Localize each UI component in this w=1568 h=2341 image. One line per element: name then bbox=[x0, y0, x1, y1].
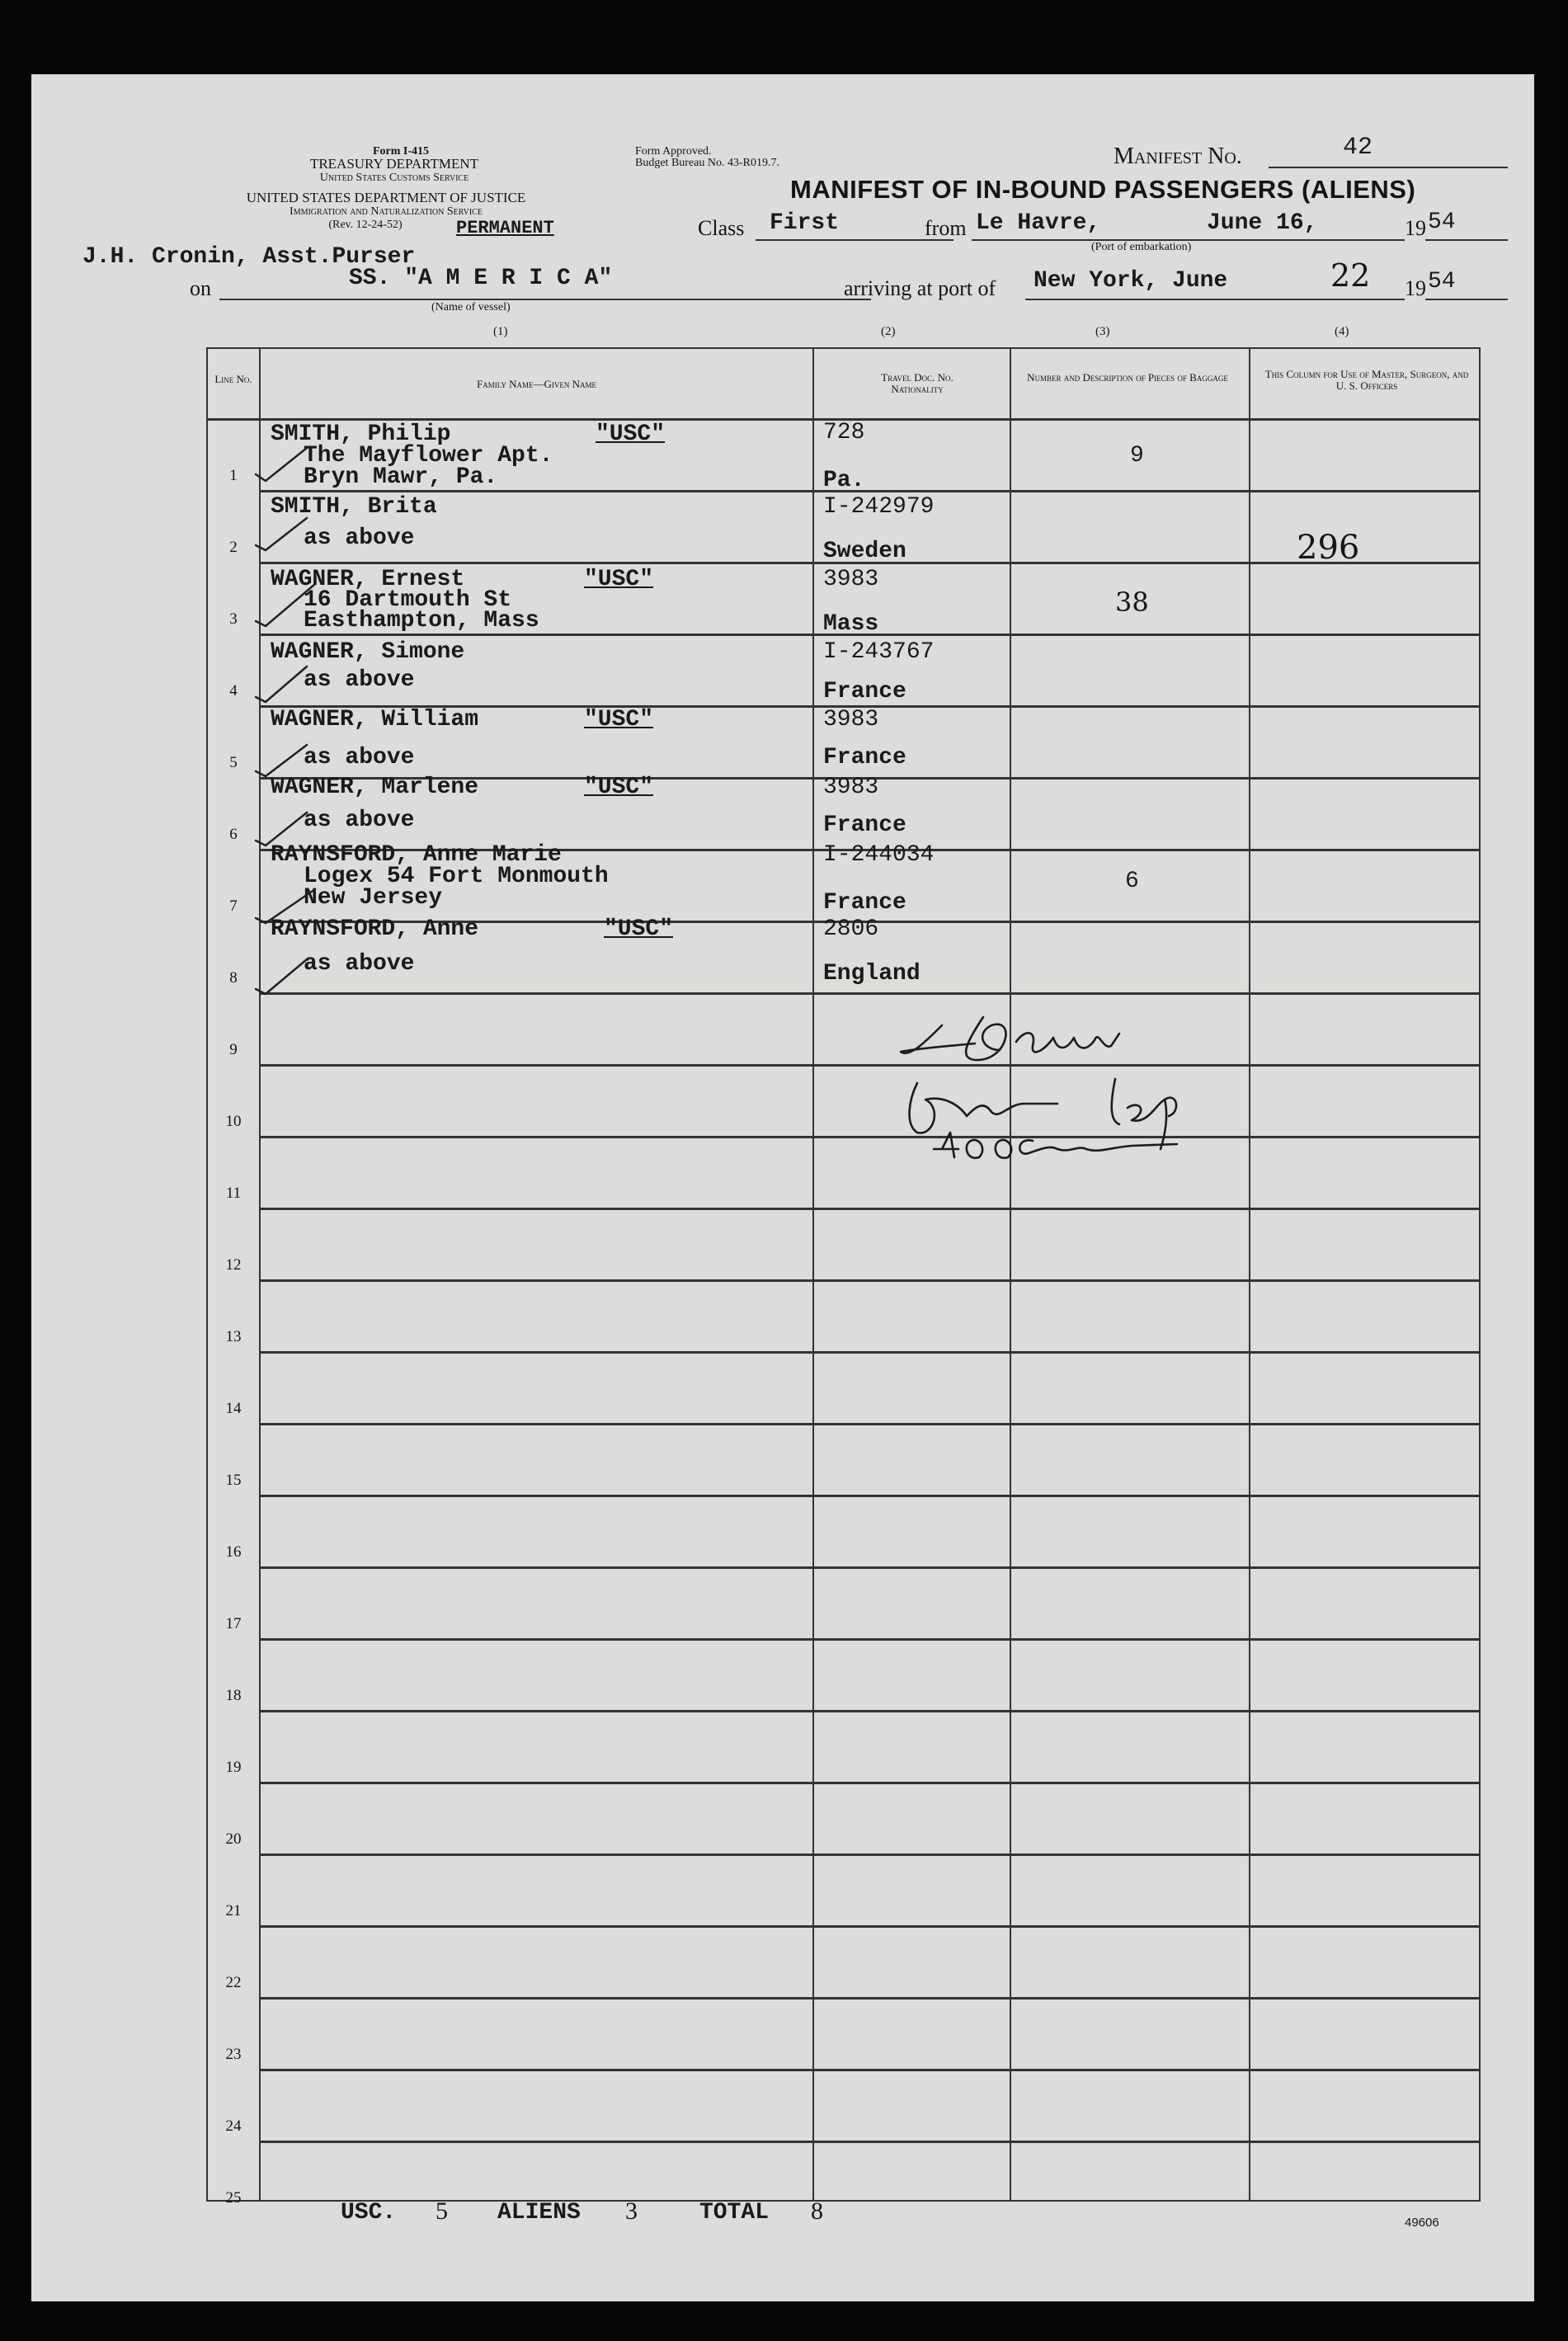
vessel-name: SS. "A M E R I C A" bbox=[349, 266, 613, 291]
row6-doc: 3983 bbox=[823, 775, 879, 800]
row-divider bbox=[259, 1423, 1479, 1425]
line-number: 13 bbox=[225, 1328, 242, 1345]
row-divider bbox=[259, 992, 1479, 995]
budget-bureau: Budget Bureau No. 43-R019.7. bbox=[635, 157, 779, 169]
row-divider bbox=[259, 1279, 1479, 1282]
row1-name: SMITH, Philip bbox=[271, 422, 451, 447]
line-number: 20 bbox=[225, 1830, 242, 1848]
line-number: 21 bbox=[225, 1902, 242, 1919]
grand-total-value: 8 bbox=[811, 2197, 823, 2225]
row7-nationality: France bbox=[823, 890, 906, 916]
from-label: from bbox=[925, 216, 967, 240]
row6-address: as above bbox=[304, 808, 415, 833]
arriving-label: arriving at port of bbox=[844, 276, 996, 300]
row-divider bbox=[259, 1997, 1479, 2000]
line-number: 19 bbox=[225, 1759, 242, 1776]
line-number: 10 bbox=[225, 1113, 242, 1130]
col-num-2: (2) bbox=[881, 325, 896, 338]
usc-total-label: USC. bbox=[341, 2200, 397, 2226]
departure-year: 54 bbox=[1428, 210, 1456, 235]
line-number: 5 bbox=[229, 754, 238, 771]
aliens-total-label: ALIENS bbox=[497, 2200, 581, 2226]
row3-doc: 3983 bbox=[823, 567, 879, 592]
ins-service: Immigration and Naturalization Service bbox=[290, 205, 483, 218]
header-officers: This Column for Use of Master, Surgeon, and U. S. Officers bbox=[1264, 368, 1469, 392]
permanent-stamp: PERMANENT bbox=[456, 218, 554, 238]
row-divider bbox=[259, 1710, 1479, 1712]
line-number: 16 bbox=[225, 1543, 242, 1561]
departure-date: June 16, bbox=[1207, 210, 1318, 236]
row-divider bbox=[259, 2141, 1479, 2143]
row-divider bbox=[259, 1782, 1479, 1784]
row7-address-1: Logex 54 Fort Monmouth bbox=[304, 864, 609, 889]
row2-address: as above bbox=[304, 525, 415, 551]
row6-usc: "USC" bbox=[584, 775, 654, 800]
port-embarkation-caption: (Port of embarkation) bbox=[1091, 241, 1192, 253]
row8-nationality: England bbox=[823, 961, 921, 987]
col-num-4: (4) bbox=[1335, 325, 1349, 338]
row1-nationality: Pa. bbox=[823, 468, 865, 493]
on-label: on bbox=[190, 276, 211, 300]
class-label: Class bbox=[698, 216, 745, 240]
row-divider bbox=[259, 1208, 1479, 1210]
line-number: 15 bbox=[225, 1472, 242, 1489]
row6-nationality: France bbox=[823, 813, 906, 838]
row-divider bbox=[259, 1638, 1479, 1641]
manifest-sheet bbox=[31, 74, 1534, 2301]
row3-usc: "USC" bbox=[584, 567, 654, 592]
arrival-year: 54 bbox=[1428, 269, 1456, 294]
header-baggage: Number and Description of Pieces of Baggage bbox=[1027, 371, 1228, 384]
row1-address-2: Bryn Mawr, Pa. bbox=[304, 464, 498, 490]
row4-doc: I-243767 bbox=[823, 639, 935, 665]
row2-doc: I-242979 bbox=[823, 494, 935, 520]
line-number: 1 bbox=[229, 467, 238, 484]
check-marks bbox=[241, 415, 340, 1025]
row5-address: as above bbox=[304, 745, 415, 770]
row8-doc: 2806 bbox=[823, 916, 879, 942]
line-number: 8 bbox=[229, 969, 238, 987]
row1-baggage: 9 bbox=[1130, 443, 1144, 469]
form-number: Form I-415 bbox=[372, 145, 430, 158]
form-code: 49606 bbox=[1405, 2216, 1439, 2230]
line-number: 14 bbox=[225, 1400, 242, 1417]
row3-baggage: 38 bbox=[1115, 586, 1149, 618]
row7-name: RAYNSFORD, Anne Marie bbox=[271, 842, 562, 868]
line-number: 22 bbox=[225, 1974, 242, 1991]
line-number: 2 bbox=[229, 539, 238, 556]
manifest-number: 42 bbox=[1343, 134, 1373, 162]
treasury-department: TREASURY DEPARTMENT bbox=[309, 156, 479, 172]
row7-address-2: New Jersey bbox=[304, 885, 443, 911]
row3-nationality: Mass bbox=[823, 611, 879, 637]
department-of-justice: UNITED STATES DEPARTMENT OF JUSTICE bbox=[246, 190, 526, 205]
row4-nationality: France bbox=[823, 679, 906, 704]
port-of-embarkation: Le Havre, bbox=[976, 210, 1101, 236]
row5-name: WAGNER, William bbox=[271, 707, 479, 732]
row2-nationality: Sweden bbox=[823, 539, 906, 564]
usc-total-value: 5 bbox=[436, 2197, 448, 2225]
row8-usc: "USC" bbox=[604, 916, 674, 942]
form-approved: Form Approved. bbox=[635, 145, 712, 158]
row2-officer-note: 296 bbox=[1297, 529, 1360, 567]
row7-baggage: 6 bbox=[1125, 869, 1139, 894]
row3-address-1: 16 Dartmouth St bbox=[304, 587, 512, 613]
row-divider bbox=[259, 1136, 1479, 1138]
row8-name: RAYNSFORD, Anne bbox=[271, 916, 479, 942]
row5-doc: 3983 bbox=[823, 707, 879, 732]
row-divider bbox=[259, 490, 1479, 492]
col-num-1: (1) bbox=[493, 325, 508, 338]
line-number: 23 bbox=[225, 2046, 242, 2063]
col-num-3: (3) bbox=[1095, 325, 1110, 338]
line-number: 7 bbox=[229, 897, 238, 915]
header-family-name: Family Name—Given Name bbox=[477, 378, 596, 390]
passenger-table bbox=[206, 347, 1481, 2207]
customs-service: United States Customs Service bbox=[319, 172, 469, 184]
row4-address: as above bbox=[304, 667, 415, 693]
revision-date: (Rev. 12-24-52) bbox=[328, 219, 403, 231]
manifest-title: MANIFEST OF IN-BOUND PASSENGERS (ALIENS) bbox=[790, 175, 1416, 204]
vessel-caption: (Name of vessel) bbox=[431, 301, 511, 313]
row4-name: WAGNER, Simone bbox=[271, 639, 465, 665]
row-divider bbox=[259, 1853, 1479, 1856]
line-number: 9 bbox=[229, 1041, 238, 1058]
row-divider bbox=[259, 2069, 1479, 2071]
row8-address: as above bbox=[304, 951, 415, 977]
line-number: 24 bbox=[225, 2117, 242, 2135]
line-number: 12 bbox=[225, 1256, 242, 1274]
row1-usc: "USC" bbox=[596, 422, 666, 447]
arrival-port: New York, June bbox=[1034, 268, 1228, 294]
row5-usc: "USC" bbox=[584, 707, 654, 732]
class-value: First bbox=[770, 210, 840, 236]
arrival-day: 22 bbox=[1330, 257, 1371, 294]
year-prefix: 19 bbox=[1405, 276, 1426, 300]
line-number: 18 bbox=[225, 1687, 242, 1704]
row-divider bbox=[259, 1495, 1479, 1497]
manifest-no-label: Manifest No. bbox=[1114, 144, 1242, 169]
row3-name: WAGNER, Ernest bbox=[271, 567, 465, 592]
row1-doc: 728 bbox=[823, 420, 865, 445]
line-number: 11 bbox=[225, 1185, 242, 1202]
year-prefix: 19 bbox=[1405, 216, 1426, 240]
line-number: 17 bbox=[225, 1615, 242, 1632]
line-number: 25 bbox=[225, 2189, 242, 2207]
row-divider bbox=[259, 1566, 1479, 1569]
row2-name: SMITH, Brita bbox=[271, 494, 437, 520]
inspector-signature bbox=[892, 1001, 1255, 1166]
header-travel-doc: Travel Doc. No. Nationality bbox=[881, 371, 954, 395]
row7-doc: I-244034 bbox=[823, 842, 935, 868]
row-divider bbox=[259, 1064, 1479, 1067]
row1-address-1: The Mayflower Apt. bbox=[304, 443, 553, 469]
row3-address-2: Easthampton, Mass bbox=[304, 608, 539, 634]
grand-total-label: TOTAL bbox=[699, 2200, 770, 2226]
row6-name: WAGNER, Marlene bbox=[271, 775, 479, 800]
line-number: 6 bbox=[229, 826, 238, 843]
purser: J.H. Cronin, Asst.Purser bbox=[82, 244, 416, 270]
line-number: 4 bbox=[229, 682, 238, 699]
row-divider bbox=[259, 1925, 1479, 1928]
line-number: 3 bbox=[229, 610, 238, 628]
row-divider bbox=[259, 1351, 1479, 1354]
aliens-total-value: 3 bbox=[625, 2197, 638, 2225]
row5-nationality: France bbox=[823, 745, 906, 770]
header-line-no: Line No. bbox=[214, 373, 252, 385]
